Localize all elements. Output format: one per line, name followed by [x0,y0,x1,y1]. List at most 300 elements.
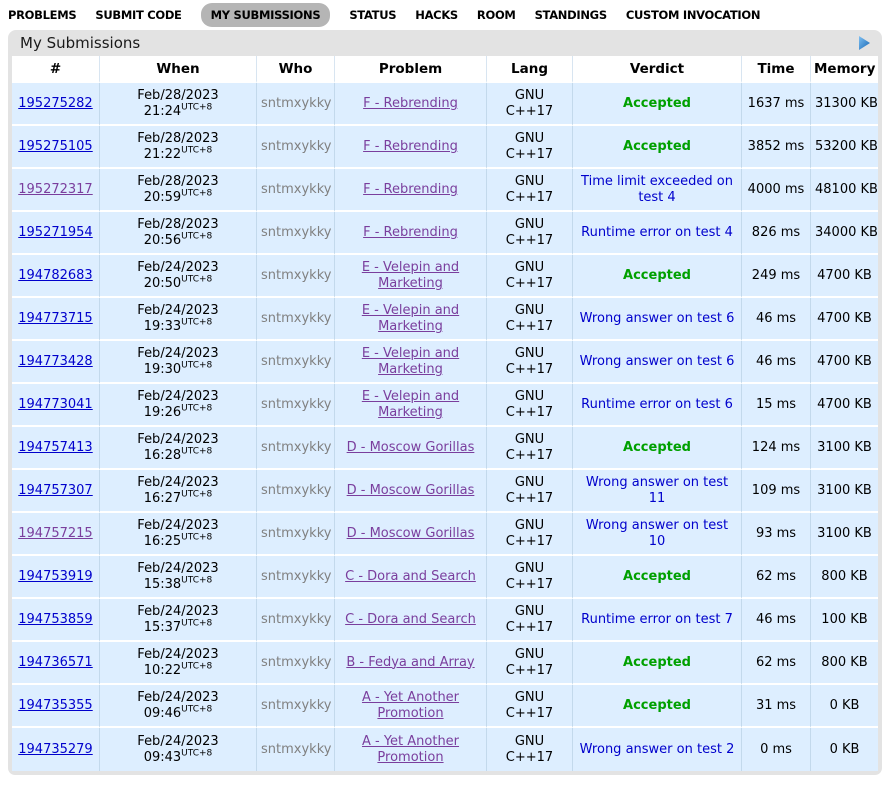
cell-memory [811,685,878,728]
problem-link[interactable]: A - Yet Another Promotion [361,733,460,765]
verdict-text[interactable]: Runtime error on test 6 [581,396,733,412]
column-header-when: When [100,56,257,83]
problem-link[interactable]: D - Moscow Gorillas [346,525,475,541]
cell-when [100,470,257,513]
table-row [12,470,878,513]
cell-who [257,599,335,642]
submitter-handle[interactable]: sntmxykky [261,525,332,541]
problem-link[interactable]: D - Moscow Gorillas [346,482,475,498]
cell-who [257,513,335,556]
submitter-handle[interactable]: sntmxykky [261,224,332,240]
submission-date: Feb/24/2023 [137,431,219,447]
submitter-handle[interactable]: sntmxykky [261,310,332,326]
submission-time-of-day: 16:25 [143,533,182,549]
memory-used: 800 KB [821,654,868,670]
memory-used: 53200 KB [815,138,878,154]
memory-used: 3100 KB [817,439,872,455]
table-row [12,685,878,728]
cell-id [12,470,100,513]
submission-date: Feb/24/2023 [137,646,219,662]
cell-verdict [573,513,742,556]
submitter-handle[interactable]: sntmxykky [261,181,332,197]
table-row [12,513,878,556]
submission-id-link[interactable]: 194757307 [18,482,93,498]
cell-when [100,556,257,599]
table-row [12,728,878,771]
cell-who [257,212,335,255]
submission-time-of-day: 19:33 [143,318,182,334]
problem-link[interactable]: F - Rebrending [363,181,458,197]
language-label: GNU C++17 [505,345,554,377]
cell-who [257,384,335,427]
cell-lang [487,298,573,341]
cell-when [100,83,257,126]
table-row [12,427,878,470]
cell-who [257,642,335,685]
execution-time: 46 ms [755,310,797,326]
cell-when [100,685,257,728]
submission-id-link[interactable]: 194782683 [18,267,93,283]
table-row [12,255,878,298]
verdict-text[interactable]: Wrong answer on test 2 [579,741,735,757]
play-arrow-icon[interactable] [859,36,870,50]
submission-time-of-day: 19:30 [143,361,182,377]
submission-time-of-day: 16:27 [143,490,182,506]
column-header-who: Who [257,56,335,83]
cell-time [742,212,811,255]
cell-verdict [573,212,742,255]
execution-time: 62 ms [755,568,797,584]
timezone-label: UTC+8 [181,360,213,371]
cell-memory [811,513,878,556]
cell-id [12,685,100,728]
timezone-label: UTC+8 [181,489,213,500]
submission-date: Feb/24/2023 [137,259,219,275]
submitter-handle[interactable]: sntmxykky [261,654,332,670]
submitter-handle[interactable]: sntmxykky [261,138,332,154]
memory-used: 31300 KB [815,95,878,111]
cell-time [742,169,811,212]
submitter-handle[interactable]: sntmxykky [261,741,332,757]
language-label: GNU C++17 [505,560,554,592]
cell-when [100,427,257,470]
cell-problem [335,341,487,384]
submission-date: Feb/24/2023 [137,345,219,361]
submission-time-of-day: 15:37 [143,619,182,635]
cell-id [12,169,100,212]
cell-verdict [573,728,742,771]
verdict-text[interactable]: Wrong answer on test 10 [585,517,729,549]
timezone-label: UTC+8 [181,188,213,199]
verdict-text[interactable]: Accepted [623,697,691,713]
cell-id [12,513,100,556]
cell-who [257,556,335,599]
cell-verdict [573,427,742,470]
language-label: GNU C++17 [505,689,554,721]
cell-memory [811,470,878,513]
table-header-row [12,56,878,83]
verdict-text[interactable]: Accepted [623,654,691,670]
nav-item-custom-invocation[interactable]: CUSTOM INVOCATION [625,8,761,22]
timezone-label: UTC+8 [181,317,213,328]
cell-problem [335,470,487,513]
cell-problem [335,212,487,255]
cell-verdict [573,255,742,298]
cell-id [12,126,100,169]
submission-id-link[interactable]: 194753859 [18,611,93,627]
cell-lang [487,83,573,126]
column-header-lang: Lang [487,56,573,83]
cell-verdict [573,599,742,642]
language-label: GNU C++17 [505,431,554,463]
execution-time: 1637 ms [747,95,805,111]
cell-who [257,298,335,341]
submitter-handle[interactable]: sntmxykky [261,267,332,283]
verdict-text[interactable]: Accepted [623,138,691,154]
memory-used: 48100 KB [815,181,878,197]
verdict-text[interactable]: Runtime error on test 4 [581,224,733,240]
submission-id-link[interactable]: 195271954 [18,224,93,240]
language-label: GNU C++17 [505,733,554,765]
cell-lang [487,341,573,384]
execution-time: 93 ms [755,525,797,541]
timezone-label: UTC+8 [181,446,213,457]
verdict-text[interactable]: Accepted [623,439,691,455]
cell-problem [335,169,487,212]
submission-id-link[interactable]: 194735279 [18,741,93,757]
submission-date: Feb/24/2023 [137,302,219,318]
timezone-label: UTC+8 [181,704,213,715]
timezone-label: UTC+8 [181,145,213,156]
submissions-panel [8,30,882,775]
submissions-table [12,56,878,771]
column-header-verdict: Verdict [573,56,742,83]
nav-item-submit-code[interactable]: SUBMIT CODE [95,8,182,22]
cell-memory [811,341,878,384]
cell-time [742,298,811,341]
cell-problem [335,126,487,169]
cell-when [100,341,257,384]
cell-who [257,427,335,470]
submission-date: Feb/28/2023 [137,87,219,103]
problem-link[interactable]: E - Velepin and Marketing [361,302,460,334]
submission-id-link[interactable]: 194735355 [18,697,93,713]
cell-verdict [573,126,742,169]
problem-link[interactable]: E - Velepin and Marketing [361,345,460,377]
cell-who [257,126,335,169]
cell-time [742,341,811,384]
table-row [12,212,878,255]
cell-lang [487,728,573,771]
timezone-label: UTC+8 [181,532,213,543]
cell-id [12,83,100,126]
cell-id [12,427,100,470]
table-row [12,169,878,212]
cell-id [12,642,100,685]
cell-time [742,470,811,513]
cell-verdict [573,169,742,212]
memory-used: 3100 KB [817,482,872,498]
submitter-handle[interactable]: sntmxykky [261,568,332,584]
submission-time-of-day: 09:43 [143,749,182,765]
cell-lang [487,212,573,255]
submitter-handle[interactable]: sntmxykky [261,611,332,627]
cell-who [257,341,335,384]
cell-who [257,470,335,513]
cell-time [742,556,811,599]
language-label: GNU C++17 [505,130,554,162]
cell-memory [811,556,878,599]
nav-item-hacks[interactable]: HACKS [415,8,458,22]
panel-caption [12,30,878,56]
problem-link[interactable]: F - Rebrending [363,138,458,154]
cell-id [12,212,100,255]
execution-time: 0 ms [760,741,792,757]
submission-time-of-day: 09:46 [143,705,182,721]
cell-when [100,169,257,212]
table-row [12,384,878,427]
problem-link[interactable]: C - Dora and Search [345,568,476,584]
submission-date: Feb/24/2023 [137,560,219,576]
submission-time-of-day: 15:38 [143,576,182,592]
cell-memory [811,599,878,642]
language-label: GNU C++17 [505,474,554,506]
cell-memory [811,83,878,126]
language-label: GNU C++17 [505,216,554,248]
nav-item-standings[interactable]: STANDINGS [534,8,607,22]
cell-verdict [573,685,742,728]
cell-time [742,126,811,169]
timezone-label: UTC+8 [181,274,213,285]
verdict-text[interactable]: Accepted [623,267,691,283]
problem-link[interactable]: E - Velepin and Marketing [361,259,460,291]
submitter-handle[interactable]: sntmxykky [261,439,332,455]
cell-lang [487,470,573,513]
submission-time-of-day: 10:22 [143,662,182,678]
verdict-text[interactable]: Runtime error on test 7 [581,611,733,627]
cell-verdict [573,384,742,427]
cell-when [100,513,257,556]
cell-problem [335,556,487,599]
problem-link[interactable]: F - Rebrending [363,95,458,111]
table-row [12,298,878,341]
problem-link[interactable]: A - Yet Another Promotion [361,689,460,721]
verdict-text[interactable]: Wrong answer on test 6 [579,353,735,369]
submitter-handle[interactable]: sntmxykky [261,697,332,713]
memory-used: 4700 KB [817,396,872,412]
cell-time [742,384,811,427]
submission-time-of-day: 21:24 [143,103,182,119]
submission-id-link[interactable]: 195275105 [18,138,93,154]
execution-time: 46 ms [755,611,797,627]
submission-id-link[interactable]: 195272317 [18,181,93,197]
cell-problem [335,298,487,341]
cell-time [742,728,811,771]
table-row [12,126,878,169]
cell-verdict [573,470,742,513]
cell-time [742,83,811,126]
execution-time: 249 ms [751,267,801,283]
cell-when [100,298,257,341]
submitter-handle[interactable]: sntmxykky [261,482,332,498]
cell-problem [335,255,487,298]
cell-time [742,255,811,298]
cell-verdict [573,556,742,599]
submission-id-link[interactable]: 194773041 [18,396,93,412]
cell-memory [811,212,878,255]
verdict-text[interactable]: Accepted [623,568,691,584]
cell-when [100,255,257,298]
cell-lang [487,384,573,427]
submission-date: Feb/24/2023 [137,388,219,404]
problem-link[interactable]: B - Fedya and Array [346,654,475,670]
timezone-label: UTC+8 [181,748,213,759]
submission-date: Feb/24/2023 [137,474,219,490]
nav-item-room[interactable]: ROOM [476,8,516,22]
table-row [12,556,878,599]
cell-id [12,255,100,298]
cell-who [257,83,335,126]
column-header-memory: Memory [811,56,878,83]
column-header-problem: Problem [335,56,487,83]
memory-used: 4700 KB [817,267,872,283]
verdict-text[interactable]: Wrong answer on test 11 [585,474,729,506]
cell-verdict [573,298,742,341]
memory-used: 34000 KB [815,224,878,240]
language-label: GNU C++17 [505,646,554,678]
cell-problem [335,599,487,642]
cell-when [100,599,257,642]
submission-id-link[interactable]: 194757215 [18,525,93,541]
language-label: GNU C++17 [505,517,554,549]
execution-time: 46 ms [755,353,797,369]
problem-link[interactable]: F - Rebrending [363,224,458,240]
execution-time: 4000 ms [747,181,805,197]
verdict-text[interactable]: Accepted [623,95,691,111]
cell-memory [811,728,878,771]
timezone-label: UTC+8 [181,618,213,629]
table-row [12,642,878,685]
submission-time-of-day: 20:56 [143,232,182,248]
cell-time [742,642,811,685]
submitter-handle[interactable]: sntmxykky [261,95,332,111]
language-label: GNU C++17 [505,603,554,635]
submission-date: Feb/28/2023 [137,130,219,146]
table-row [12,599,878,642]
cell-when [100,212,257,255]
cell-when [100,384,257,427]
cell-lang [487,513,573,556]
submission-date: Feb/28/2023 [137,173,219,189]
nav-item-status[interactable]: STATUS [349,8,397,22]
table-row [12,341,878,384]
problem-link[interactable]: E - Velepin and Marketing [361,388,460,420]
submission-id-link[interactable]: 195275282 [18,95,93,111]
submission-id-link[interactable]: 194736571 [18,654,93,670]
cell-memory [811,642,878,685]
execution-time: 31 ms [755,697,797,713]
memory-used: 0 KB [829,697,860,713]
cell-lang [487,599,573,642]
verdict-text[interactable]: Wrong answer on test 6 [579,310,735,326]
submission-time-of-day: 21:22 [143,146,182,162]
cell-id [12,341,100,384]
submission-id-link[interactable]: 194753919 [18,568,93,584]
cell-who [257,685,335,728]
column-header-time: Time [742,56,811,83]
submission-time-of-day: 20:59 [143,189,182,205]
cell-when [100,126,257,169]
timezone-label: UTC+8 [181,661,213,672]
cell-id [12,599,100,642]
cell-verdict [573,341,742,384]
timezone-label: UTC+8 [181,403,213,414]
cell-lang [487,685,573,728]
submissions-tbody [12,83,878,771]
cell-lang [487,556,573,599]
table-row [12,83,878,126]
cell-problem [335,427,487,470]
cell-time [742,427,811,470]
timezone-label: UTC+8 [181,102,213,113]
submission-time-of-day: 20:50 [143,275,182,291]
cell-time [742,513,811,556]
cell-id [12,556,100,599]
submission-id-link[interactable]: 194773715 [18,310,93,326]
verdict-text[interactable]: Time limit exceeded on test 4 [581,173,733,205]
timezone-label: UTC+8 [181,231,213,242]
language-label: GNU C++17 [505,302,554,334]
nav-item-problems[interactable]: PROBLEMS [8,8,77,22]
language-label: GNU C++17 [505,388,554,420]
submission-date: Feb/24/2023 [137,733,219,749]
cell-problem [335,513,487,556]
submission-date: Feb/24/2023 [137,603,219,619]
cell-who [257,728,335,771]
cell-id [12,384,100,427]
submission-time-of-day: 19:26 [143,404,182,420]
cell-memory [811,255,878,298]
cell-id [12,728,100,771]
submission-id-link[interactable]: 194773428 [18,353,93,369]
submission-id-link[interactable]: 194757413 [18,439,93,455]
execution-time: 15 ms [755,396,797,412]
nav-item-my-submissions[interactable]: MY SUBMISSIONS [201,3,331,27]
cell-when [100,642,257,685]
memory-used: 4700 KB [817,310,872,326]
submission-date: Feb/28/2023 [137,216,219,232]
execution-time: 826 ms [751,224,801,240]
cell-problem [335,83,487,126]
cell-when [100,728,257,771]
cell-problem [335,384,487,427]
problem-link[interactable]: D - Moscow Gorillas [346,439,475,455]
cell-memory [811,169,878,212]
cell-problem [335,728,487,771]
execution-time: 62 ms [755,654,797,670]
cell-who [257,255,335,298]
problem-link[interactable]: C - Dora and Search [345,611,476,627]
execution-time: 3852 ms [747,138,805,154]
language-label: GNU C++17 [505,259,554,291]
language-label: GNU C++17 [505,173,554,205]
timezone-label: UTC+8 [181,575,213,586]
cell-lang [487,642,573,685]
memory-used: 3100 KB [817,525,872,541]
submitter-handle[interactable]: sntmxykky [261,353,332,369]
memory-used: 800 KB [821,568,868,584]
submitter-handle[interactable]: sntmxykky [261,396,332,412]
